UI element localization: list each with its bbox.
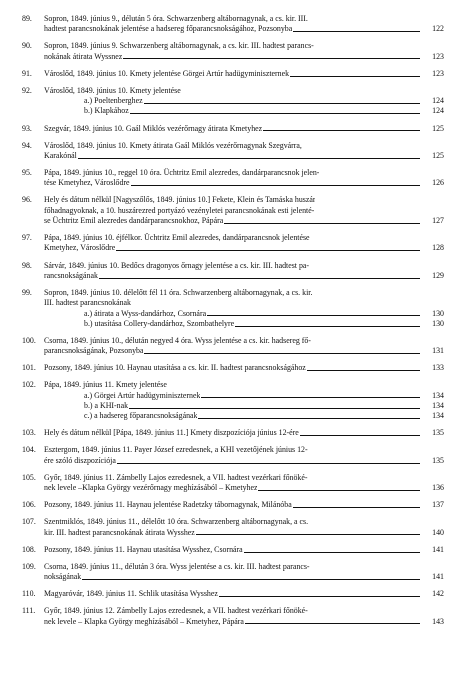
leader-line	[300, 435, 420, 436]
page-number: 123	[432, 68, 444, 78]
entry-line	[84, 401, 444, 411]
toc-subentry	[22, 96, 444, 106]
entry-text: tése Kmetyhez, Városlődre	[44, 178, 130, 188]
entry-line	[44, 124, 444, 134]
entry-text: Magyaróvár, 1849. június 11. Schlik utasítása Wysshez	[44, 589, 218, 599]
toc-entry	[22, 428, 444, 438]
leader-line	[196, 534, 420, 535]
leader-line	[263, 130, 420, 131]
entry-text: Pozsony, 1849. június 11. Haynau utasítása Wysshez, Csornára	[44, 544, 243, 554]
page-number: 131	[432, 346, 444, 356]
toc-entry	[22, 195, 444, 226]
entry-line	[44, 206, 444, 216]
entry-text: főhadnagyoknak, a 10. huszárezred portyázó vezényletei parancsnokának esti jelenté-	[44, 205, 315, 215]
entry-gap	[22, 374, 444, 381]
entry-line	[44, 288, 444, 298]
entry-text: Csorna, 1849. június 10., délután negyed 4 óra. Wyss jelentése a cs. kir. hadsereg fő-	[44, 335, 311, 345]
page-number: 130	[432, 318, 444, 328]
entry-number: 109.	[22, 561, 36, 571]
toc-entry	[22, 606, 444, 627]
entry-gap	[22, 134, 444, 141]
entry-text: b.) Klapkához	[84, 106, 129, 116]
entry-gap	[22, 117, 444, 124]
leader-line	[144, 353, 420, 354]
toc-subentry	[22, 401, 444, 411]
entry-line	[44, 500, 444, 510]
entry-text: rancsnokságának	[44, 270, 98, 280]
leader-line	[123, 58, 420, 59]
page-number: 122	[432, 24, 444, 34]
entry-gap	[22, 600, 444, 607]
entry-body	[44, 380, 444, 390]
entry-number	[22, 411, 44, 421]
entry-text: Pápa, 1849. június 11. Kmety jelentése	[44, 380, 167, 390]
page-number: 143	[432, 616, 444, 626]
entry-text: c.) a hadsereg főparancsnokságának	[84, 411, 198, 421]
entry-line	[44, 261, 444, 271]
entry-body	[44, 14, 444, 35]
entry-body	[44, 363, 444, 373]
entry-line	[44, 243, 444, 253]
leader-line	[293, 31, 420, 32]
leader-line	[116, 250, 420, 251]
entry-gap	[22, 189, 444, 196]
entry-line	[44, 380, 444, 390]
entry-line	[44, 445, 444, 455]
entry-line	[44, 151, 444, 161]
toc-entry	[22, 233, 444, 254]
toc-entry	[22, 124, 444, 134]
entry-line	[44, 606, 444, 616]
entry-number	[22, 96, 44, 106]
page-number: 128	[432, 243, 444, 253]
entry-number: 98.	[22, 260, 32, 270]
page-number: 125	[432, 150, 444, 160]
leader-line	[244, 552, 420, 553]
page-number: 141	[432, 572, 444, 582]
entry-number: 97.	[22, 233, 32, 243]
entry-line	[44, 545, 444, 555]
entry-number: 93.	[22, 123, 32, 133]
entry-text: b.) utasítása Collery-dandárhoz, Szombathelyre	[84, 318, 235, 328]
entry-text: b.) a KHI-nak	[84, 400, 129, 410]
toc-entry	[22, 517, 444, 538]
leader-line	[201, 397, 420, 398]
entry-gap	[22, 161, 444, 168]
entry-text: Pozsony, 1849. június 11. Haynau jelentése Radetzky tábornagynak, Milánóba	[44, 500, 292, 510]
entry-number: 108.	[22, 544, 36, 554]
entry-gap	[22, 493, 444, 500]
entry-body	[44, 428, 444, 438]
entry-line	[44, 589, 444, 599]
entry-line	[84, 106, 444, 116]
leader-line	[131, 185, 420, 186]
toc-entry	[22, 562, 444, 583]
entry-body	[44, 195, 444, 226]
entry-text: Kmetyhez, Városlődre	[44, 243, 116, 253]
entry-line	[44, 363, 444, 373]
entry-line	[44, 178, 444, 188]
entry-body	[44, 517, 444, 538]
entry-body	[44, 69, 444, 79]
entry-text: Városlőd, 1849. június 10. Kmety jelentése Görgei Artúr hadügyminiszternek	[44, 68, 290, 78]
entry-text: ére szóló diszpozíciója	[44, 455, 116, 465]
entry-number: 90.	[22, 41, 32, 51]
entry-line	[44, 336, 444, 346]
toc-subentry	[22, 309, 444, 319]
entry-gap	[22, 254, 444, 261]
entry-body	[44, 545, 444, 555]
toc-entry	[22, 86, 444, 96]
entry-body	[44, 562, 444, 583]
leader-line	[290, 76, 420, 77]
toc-entry	[22, 69, 444, 79]
toc-entry	[22, 545, 444, 555]
entry-text: kir. III. hadtest parancsnokának átirata Wysshez	[44, 527, 195, 537]
entry-line	[44, 233, 444, 243]
toc-entry	[22, 363, 444, 373]
page-number: 142	[432, 589, 444, 599]
entry-text: Pozsony, 1849. június 10. Haynau utasítása a cs. kir. II. hadtest parancsnokságához	[44, 363, 306, 373]
entry-text: Pápa, 1849. június 10., reggel 10 óra. Üchtritz Emil alezredes, dandárparancsnok jelen-	[44, 168, 320, 178]
page-number: 137	[432, 500, 444, 510]
toc-subentry	[22, 391, 444, 401]
entry-number: 89.	[22, 14, 32, 23]
entry-text: Sopron, 1849. június 9. Schwarzenberg altábornagynak, a cs. kir. III. hadtest parancs-	[44, 41, 314, 51]
entry-text: parancsnokságának, Pozsonyba	[44, 346, 144, 356]
entry-body	[44, 233, 444, 254]
entry-number: 105.	[22, 472, 36, 482]
page-number: 136	[432, 483, 444, 493]
entry-number: 94.	[22, 140, 32, 150]
entry-gap	[22, 329, 444, 336]
entry-line	[44, 69, 444, 79]
leader-line	[258, 490, 420, 491]
entry-number	[22, 391, 44, 401]
leader-line	[207, 315, 420, 316]
entry-number: 100.	[22, 335, 36, 345]
toc-entry	[22, 41, 444, 62]
entry-text: Esztergom, 1849. június 11. Payer József ezredesnek, a KHI vezetőjének június 12-	[44, 445, 308, 455]
entry-gap	[22, 439, 444, 446]
entry-number: 110.	[22, 589, 36, 599]
entry-gap	[22, 466, 444, 473]
entry-line	[44, 86, 444, 96]
toc-subentry	[22, 106, 444, 116]
entry-line	[44, 562, 444, 572]
entry-text: Városlőd, 1849. június 10. Kmety átirata Gaál Miklós vezérőrnagynak Szegvárra,	[44, 140, 302, 150]
page-number: 123	[432, 51, 444, 61]
entry-line	[44, 216, 444, 226]
entry-line	[44, 617, 444, 627]
leader-line	[245, 623, 420, 624]
entry-number: 103.	[22, 428, 36, 438]
entry-gap	[22, 62, 444, 69]
toc-entry	[22, 500, 444, 510]
entry-gap	[22, 422, 444, 429]
entry-line	[44, 473, 444, 483]
entry-line	[84, 411, 444, 421]
leader-line	[82, 579, 420, 580]
entry-line	[44, 141, 444, 151]
leader-line	[219, 596, 420, 597]
toc-entry	[22, 445, 444, 466]
entry-gap	[22, 582, 444, 589]
entry-gap	[22, 538, 444, 545]
entry-number	[22, 106, 44, 116]
page-number: 127	[432, 216, 444, 226]
entry-body	[44, 168, 444, 189]
entry-number: 95.	[22, 168, 32, 178]
entry-body	[44, 445, 444, 466]
entry-text: Pápa, 1849. június 10. éjfélkor. Üchtritz Emil alezredes, dandárparancsnok jelentése	[44, 233, 310, 243]
entry-number	[22, 319, 44, 329]
toc-entry	[22, 168, 444, 189]
entry-body	[44, 41, 444, 62]
entry-line	[84, 96, 444, 106]
entry-line	[44, 528, 444, 538]
entry-text: Karakónál	[44, 150, 77, 160]
toc-subentry	[22, 319, 444, 329]
entry-text: hadtest parancsnokának jelentése a hadsereg főparancsnokságához, Pozsonyba	[44, 24, 293, 34]
entry-body	[44, 106, 444, 116]
entry-body	[44, 401, 444, 411]
page-number: 129	[432, 270, 444, 280]
entry-gap	[22, 356, 444, 363]
toc-entry	[22, 141, 444, 162]
page-number: 135	[432, 428, 444, 438]
entry-body	[44, 124, 444, 134]
entry-text: se Üchtritz Emil alezredes dandárparancsnokhoz, Pápára	[44, 216, 224, 226]
toc-entry	[22, 589, 444, 599]
entry-body	[44, 391, 444, 401]
entry-body	[44, 96, 444, 106]
entry-body	[44, 336, 444, 357]
page-number: 124	[432, 106, 444, 116]
entry-gap	[22, 511, 444, 518]
entry-body	[44, 309, 444, 319]
entry-body	[44, 473, 444, 494]
page-number: 126	[432, 178, 444, 188]
entry-number: 111.	[22, 606, 36, 616]
toc-entry	[22, 288, 444, 309]
page-number: 134	[432, 400, 444, 410]
page-number: 134	[432, 390, 444, 400]
entry-line	[44, 346, 444, 356]
entry-line	[44, 428, 444, 438]
leader-line	[130, 113, 420, 114]
page-number: 133	[432, 363, 444, 373]
page-number: 140	[432, 527, 444, 537]
leader-line	[144, 103, 420, 104]
entry-body	[44, 288, 444, 309]
entry-text: a.) Poeltenberghez	[84, 96, 143, 106]
page-number: 130	[432, 308, 444, 318]
leader-line	[129, 408, 420, 409]
page-number: 141	[432, 544, 444, 554]
entry-line	[44, 168, 444, 178]
entry-gap	[22, 35, 444, 42]
toc-entry	[22, 14, 444, 35]
entry-text: Csorna, 1849. június 11., délután 3 óra. Wyss jelentése a cs. kir. III. hadtest parancs-	[44, 561, 310, 571]
entry-text: nokságának	[44, 572, 82, 582]
entry-line	[84, 309, 444, 319]
entry-gap	[22, 226, 444, 233]
entry-text: Győr, 1849. június 12. Zámbelly Lajos ezredesnek, a VII. hadtest vezérkari főnöké-	[44, 606, 308, 616]
leader-line	[307, 370, 420, 371]
entry-number	[22, 401, 44, 411]
leader-line	[117, 463, 420, 464]
entry-number: 102.	[22, 380, 36, 390]
entry-line	[44, 271, 444, 281]
entry-text: Győr, 1849. június 11. Zámbelly Lajos ezredesnek, a VII. hadtest vezérkari főnöké-	[44, 472, 308, 482]
toc-subentry	[22, 411, 444, 421]
entry-text: Városlőd, 1849. június 10. Kmety jelentése	[44, 85, 181, 95]
entry-line	[84, 319, 444, 329]
leader-line	[224, 223, 420, 224]
entry-number: 106.	[22, 500, 36, 510]
entry-body	[44, 589, 444, 599]
entry-line	[44, 456, 444, 466]
entry-number: 99.	[22, 287, 32, 297]
entry-body	[44, 606, 444, 627]
entry-text: Szentmiklós, 1849. június 11., délelőtt 10 óra. Schwarzenberg altábornagynak, a cs.	[44, 517, 309, 527]
entry-text: nek levele –Klapka György vezérőrnagy meghízásából – Kmetyhez	[44, 483, 258, 493]
entry-body	[44, 500, 444, 510]
page-number: 124	[432, 96, 444, 106]
leader-line	[235, 326, 420, 327]
entry-number: 104.	[22, 445, 36, 455]
entry-gap	[22, 555, 444, 562]
entry-body	[44, 319, 444, 329]
entry-number: 101.	[22, 363, 36, 373]
entry-text: nek levele – Klapka György meghízásából – Kmetyhez, Pápára	[44, 616, 244, 626]
toc-entry	[22, 380, 444, 390]
page-number: 134	[432, 411, 444, 421]
entry-text: Hely és dátum nélkül [Pápa, 1849. június 11.] Kmety diszpozíciója június 12-ére	[44, 428, 299, 438]
entry-text: a.) átirata a Wyss-dandárhoz, Csornára	[84, 308, 207, 318]
entry-text: a.) Görgei Artúr hadügyminiszternek	[84, 390, 201, 400]
leader-line	[99, 278, 420, 279]
entry-line	[44, 14, 444, 24]
entry-text: Sopron, 1849. június 10. délelőtt fél 11 óra. Schwarzenberg altábornagynak, a cs. kir.	[44, 287, 313, 297]
entry-text: Sárvár, 1849. június 10. Bedőcs dragonyos őrnagy jelentése a cs. kir. III. hadtest pa-	[44, 260, 310, 270]
entry-text: Sopron, 1849. június 9., délután 5 óra. Schwarzenberg altábornagynak, a cs. kir. III.	[44, 14, 308, 23]
page-number: 125	[432, 123, 444, 133]
entry-text: nokának átirata Wyssnez	[44, 51, 123, 61]
toc-entry	[22, 261, 444, 282]
entry-line	[44, 195, 444, 205]
entry-gap	[22, 79, 444, 86]
entry-body	[44, 86, 444, 96]
leader-line	[293, 507, 420, 508]
entry-line	[44, 298, 444, 308]
entry-number: 96.	[22, 195, 32, 205]
entry-line	[44, 24, 444, 34]
entry-number: 107.	[22, 517, 36, 527]
toc-entry	[22, 473, 444, 494]
entry-text: Szegvár, 1849. június 10. Gaál Miklós vezérőrnagy átirata Kmetyhez	[44, 123, 263, 133]
entry-gap	[22, 281, 444, 288]
toc-entry	[22, 336, 444, 357]
page-number: 135	[432, 455, 444, 465]
entry-line	[44, 52, 444, 62]
entry-line	[44, 517, 444, 527]
leader-line	[198, 418, 420, 419]
entry-line	[44, 41, 444, 51]
leader-line	[78, 158, 420, 159]
entry-line	[84, 391, 444, 401]
entry-line	[44, 483, 444, 493]
entry-body	[44, 261, 444, 282]
entry-body	[44, 141, 444, 162]
entry-number	[22, 309, 44, 319]
entry-text: III. hadtest parancsnokának	[44, 298, 131, 308]
entry-line	[44, 572, 444, 582]
entry-number: 92.	[22, 85, 32, 95]
entry-number: 91.	[22, 68, 32, 78]
entry-body	[44, 411, 444, 421]
table-of-contents	[22, 14, 444, 627]
entry-text: Hely és dátum nélkül [Nagyszőlős, 1849. június 10.] Fekete, Klein és Tamáska huszár	[44, 195, 316, 205]
